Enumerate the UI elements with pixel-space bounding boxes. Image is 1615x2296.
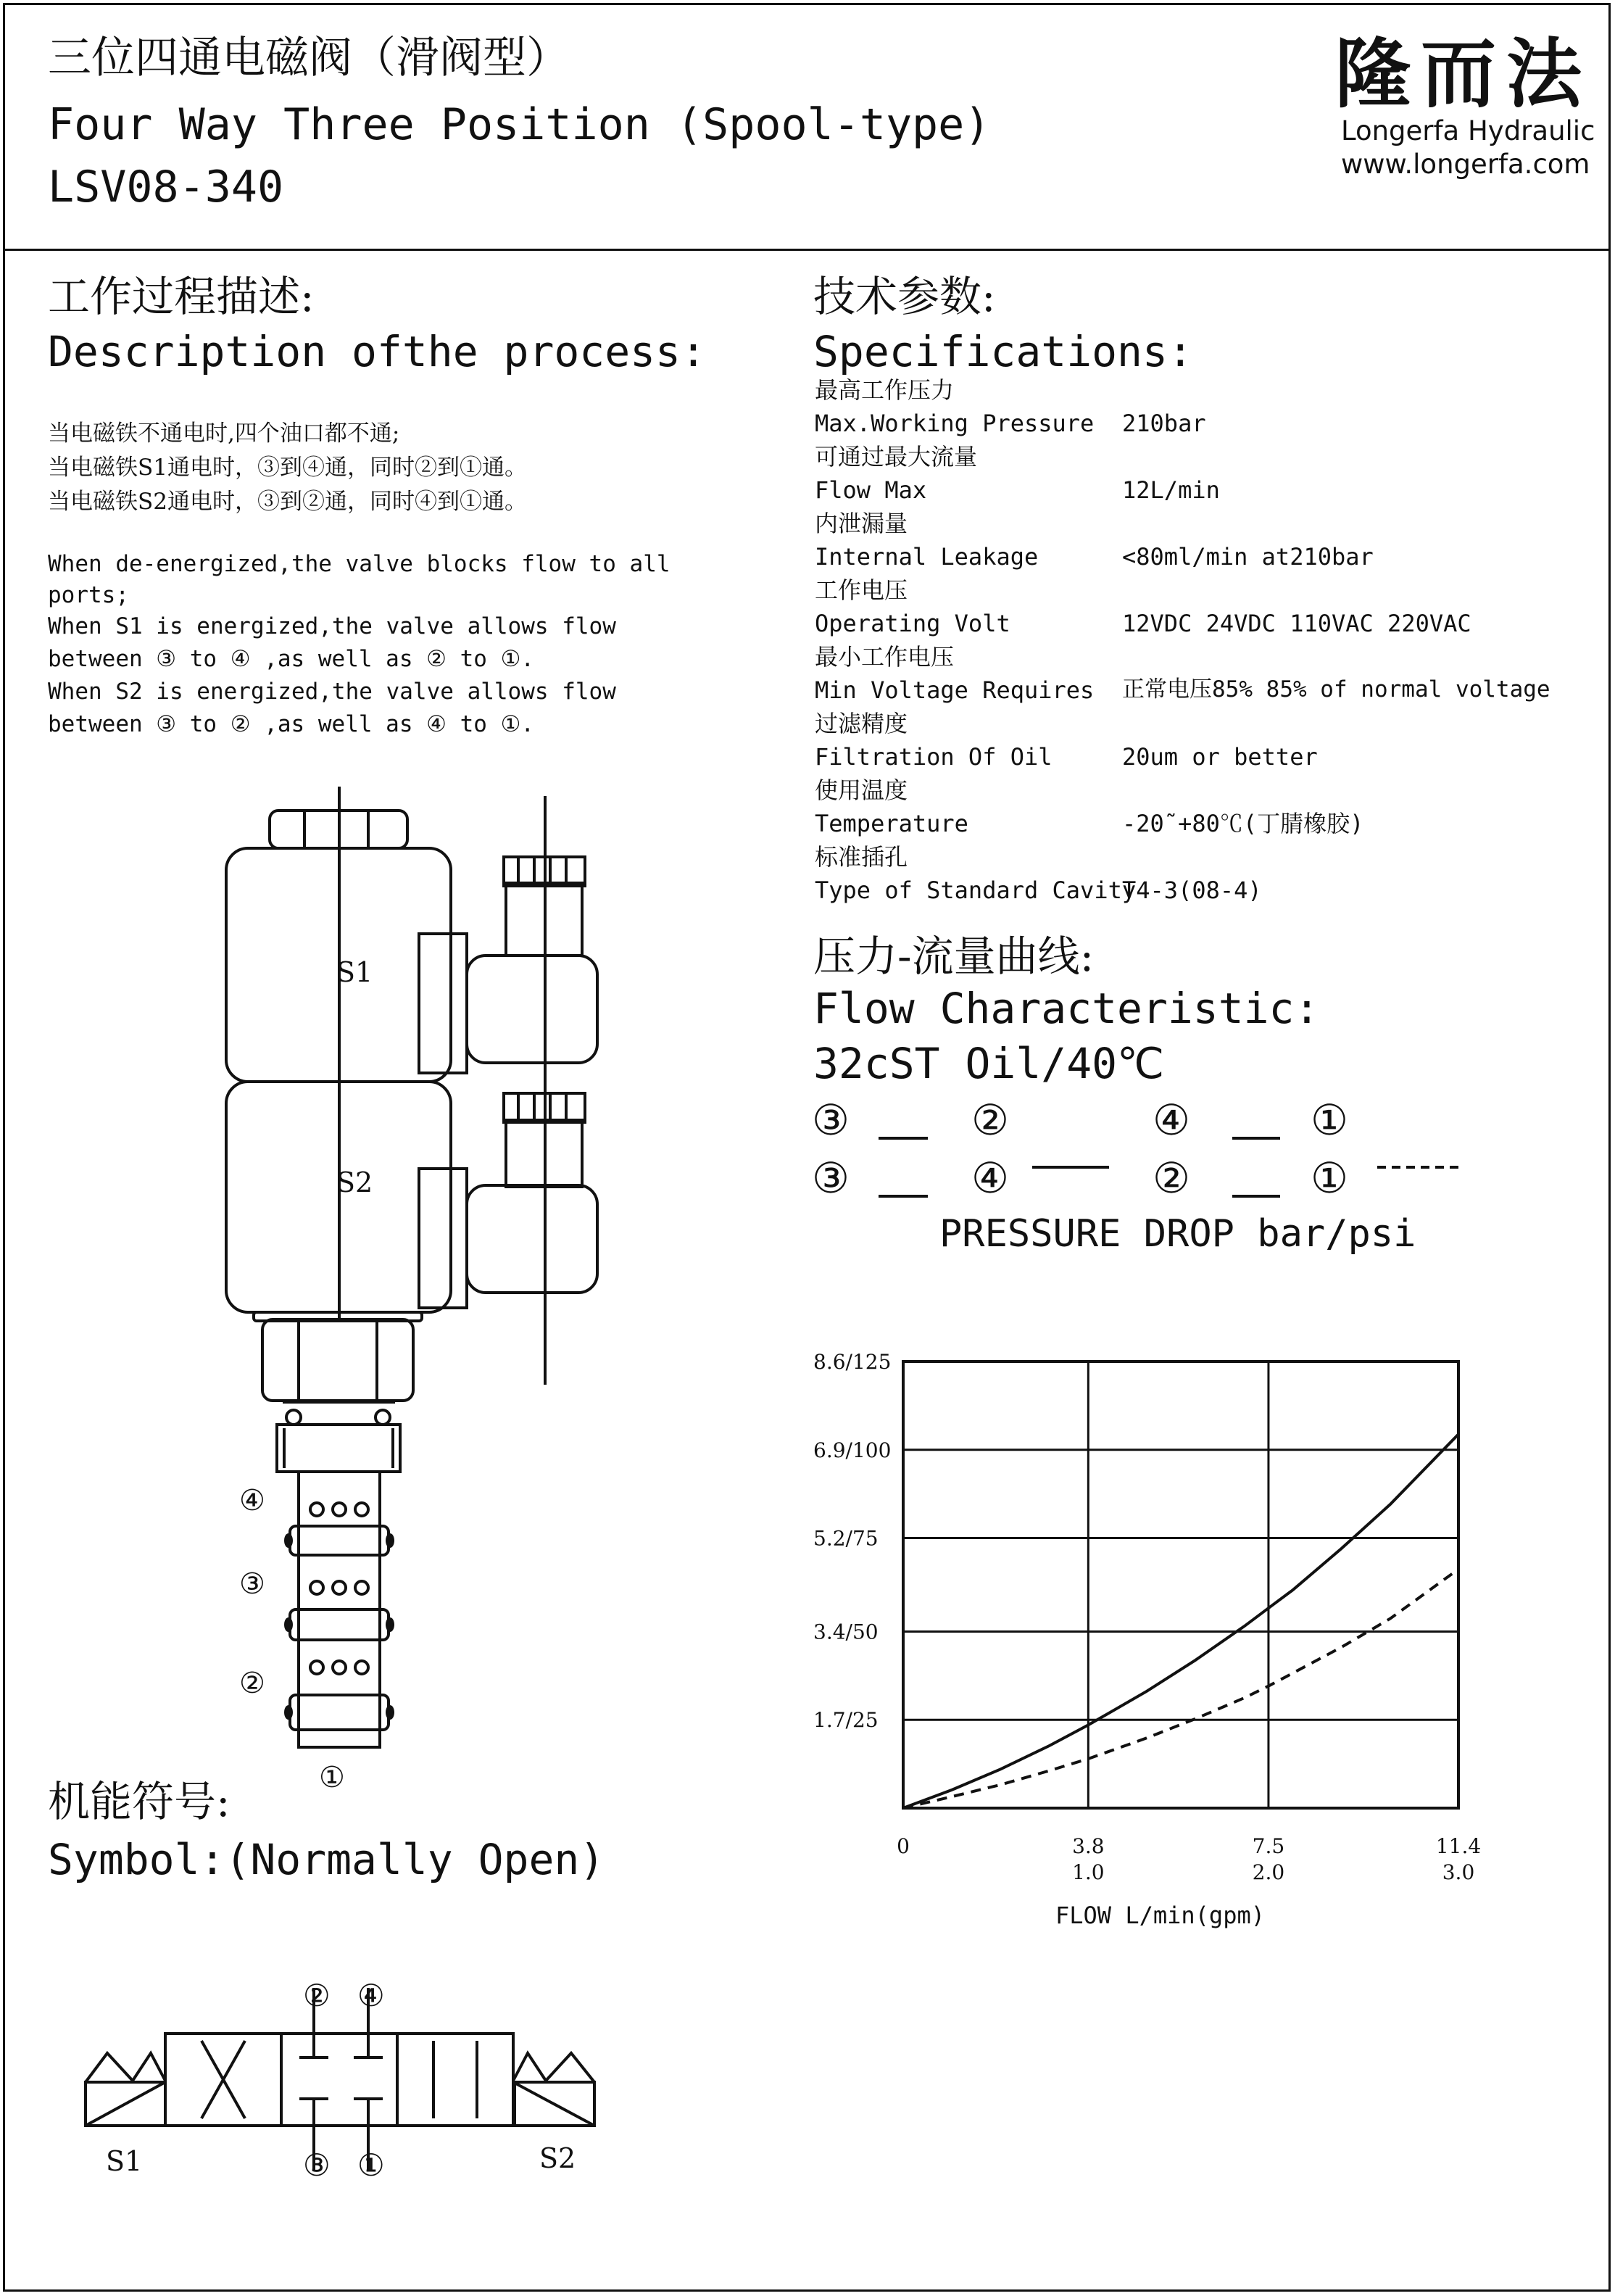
spec-value: T4-3(08-4) <box>1122 876 1262 904</box>
legend-port: ② <box>1153 1153 1190 1203</box>
flow-oil-condition: 32cST Oil/40℃ <box>813 1039 1165 1088</box>
flow-heading-en: Flow Characteristic: <box>813 984 1320 1033</box>
coil-label-s1: S1 <box>336 956 373 988</box>
spec-cn-label: 使用温度 <box>815 776 908 804</box>
chart-x-tick-sublabel: 2.0 <box>1252 1860 1285 1884</box>
chart-y-tick-label: 5.2/75 <box>813 1526 879 1551</box>
chart-y-tick-label: 1.7/25 <box>813 1708 879 1733</box>
spec-value: 12L/min <box>1122 476 1220 504</box>
description-line-en: ports; <box>48 582 129 608</box>
chart-x-tick-label: 7.5 <box>1252 1834 1285 1858</box>
model-number: LSV08-340 <box>48 162 284 212</box>
chart-series-dashed <box>903 1570 1458 1809</box>
spec-cn-label: 标准插孔 <box>815 843 908 871</box>
chart-series-solid <box>903 1434 1458 1808</box>
spec-label: Max.Working Pressure <box>815 410 1095 437</box>
spec-label: Flow Max <box>815 476 927 504</box>
chart-x-tick-sublabel: 1.0 <box>1072 1860 1105 1884</box>
spec-cn-label: 工作电压 <box>815 576 908 604</box>
spec-label: Temperature <box>815 810 968 837</box>
symbol-heading-en: Symbol:(Normally Open) <box>48 1835 605 1884</box>
spec-label: Filtration Of Oil <box>815 743 1053 771</box>
symbol-label-s1: S1 <box>106 2145 143 2177</box>
legend-port: ④ <box>1153 1095 1190 1145</box>
chart-y-tick-label: 6.9/100 <box>813 1438 892 1462</box>
symbol-label-s2: S2 <box>539 2142 576 2174</box>
port-label-1: ① <box>319 1761 345 1794</box>
spec-value: -20˜+80℃(丁腈橡胶) <box>1122 810 1364 837</box>
specs-heading-en: Specifications: <box>813 327 1193 376</box>
description-heading-en: Description ofthe process: <box>48 327 706 376</box>
spec-value: <80ml/min at210bar <box>1122 543 1374 571</box>
brand-logo: 隆而法 <box>1335 30 1593 118</box>
brand-name: Longerfa Hydraulic <box>1341 115 1595 146</box>
spec-label: Min Voltage Requires <box>815 676 1095 704</box>
title-english: Four Way Three Position (Spool-type) <box>48 99 991 150</box>
legend-port: ② <box>971 1095 1009 1145</box>
spec-cn-label: 最高工作压力 <box>815 376 955 404</box>
symbol-port-1: ① <box>357 2147 385 2183</box>
brand-website[interactable]: www.longerfa.com <box>1341 149 1590 180</box>
description-line-en: between ③ to ④ ,as well as ② to ①. <box>48 646 535 672</box>
description-line-en: between ③ to ② ,as well as ④ to ①. <box>48 711 535 737</box>
chart-x-tick-label: 0 <box>897 1834 910 1858</box>
spec-value: 12VDC 24VDC 110VAC 220VAC <box>1122 610 1471 637</box>
chart-y-tick-label: 3.4/50 <box>813 1620 879 1644</box>
legend-port: ③ <box>812 1095 850 1145</box>
chart-x-axis-label: FLOW L/min(gpm) <box>1055 1902 1265 1929</box>
spec-cn-label: 内泄漏量 <box>815 510 908 537</box>
legend-port: ① <box>1311 1095 1348 1145</box>
specs-heading-cn: 技术参数: <box>813 272 996 321</box>
spec-value: 210bar <box>1122 410 1206 437</box>
legend-port: ① <box>1311 1153 1348 1203</box>
description-line-cn: 当电磁铁S1通电时，③到④通，同时②到①通。 <box>48 455 527 481</box>
pressure-drop-label: PRESSURE DROP bar/psi <box>939 1212 1416 1256</box>
chart-x-tick-sublabel: 3.0 <box>1442 1860 1475 1884</box>
spec-cn-label: 过滤精度 <box>815 710 908 737</box>
spec-label: Type of Standard Cavity <box>815 876 1137 904</box>
description-line-en: When S2 is energized,the valve allows flow <box>48 679 616 705</box>
spec-cn-label: 可通过最大流量 <box>815 443 978 471</box>
port-label-3: ③ <box>239 1567 265 1601</box>
legend-port: ④ <box>971 1153 1009 1203</box>
description-line-en: When de-energized,the valve blocks flow to all <box>48 551 671 577</box>
title-chinese: 三位四通电磁阀（滑阀型） <box>48 33 570 83</box>
symbol-port-2: ② <box>303 1978 331 2013</box>
port-label-4: ④ <box>239 1484 265 1517</box>
coil-label-s2: S2 <box>336 1166 373 1198</box>
spec-value: 正常电压85% 85% of normal voltage <box>1122 676 1550 703</box>
chart-x-tick-label: 3.8 <box>1072 1834 1105 1858</box>
legend-port: ③ <box>812 1153 850 1203</box>
description-line-en: When S1 is energized,the valve allows flow <box>48 613 616 639</box>
symbol-port-3: ③ <box>303 2147 331 2183</box>
symbol-heading-cn: 机能符号: <box>48 1777 231 1826</box>
spec-cn-label: 最小工作电压 <box>815 643 955 671</box>
flow-heading-cn: 压力-流量曲线: <box>813 932 1095 981</box>
symbol-port-4: ④ <box>357 1978 385 2013</box>
spec-label: Operating Volt <box>815 610 1010 637</box>
description-line-cn: 当电磁铁S2通电时，③到②通，同时④到①通。 <box>48 489 527 515</box>
description-line-cn: 当电磁铁不通电时,四个油口都不通; <box>48 420 400 447</box>
port-label-2: ② <box>239 1667 265 1700</box>
chart-y-tick-label: 8.6/125 <box>813 1350 892 1374</box>
spec-value: 20um or better <box>1122 743 1318 771</box>
chart-plot-area <box>903 1362 1458 1808</box>
description-heading-cn: 工作过程描述: <box>48 272 315 321</box>
chart-x-tick-label: 11.4 <box>1435 1834 1482 1858</box>
spec-label: Internal Leakage <box>815 543 1039 571</box>
